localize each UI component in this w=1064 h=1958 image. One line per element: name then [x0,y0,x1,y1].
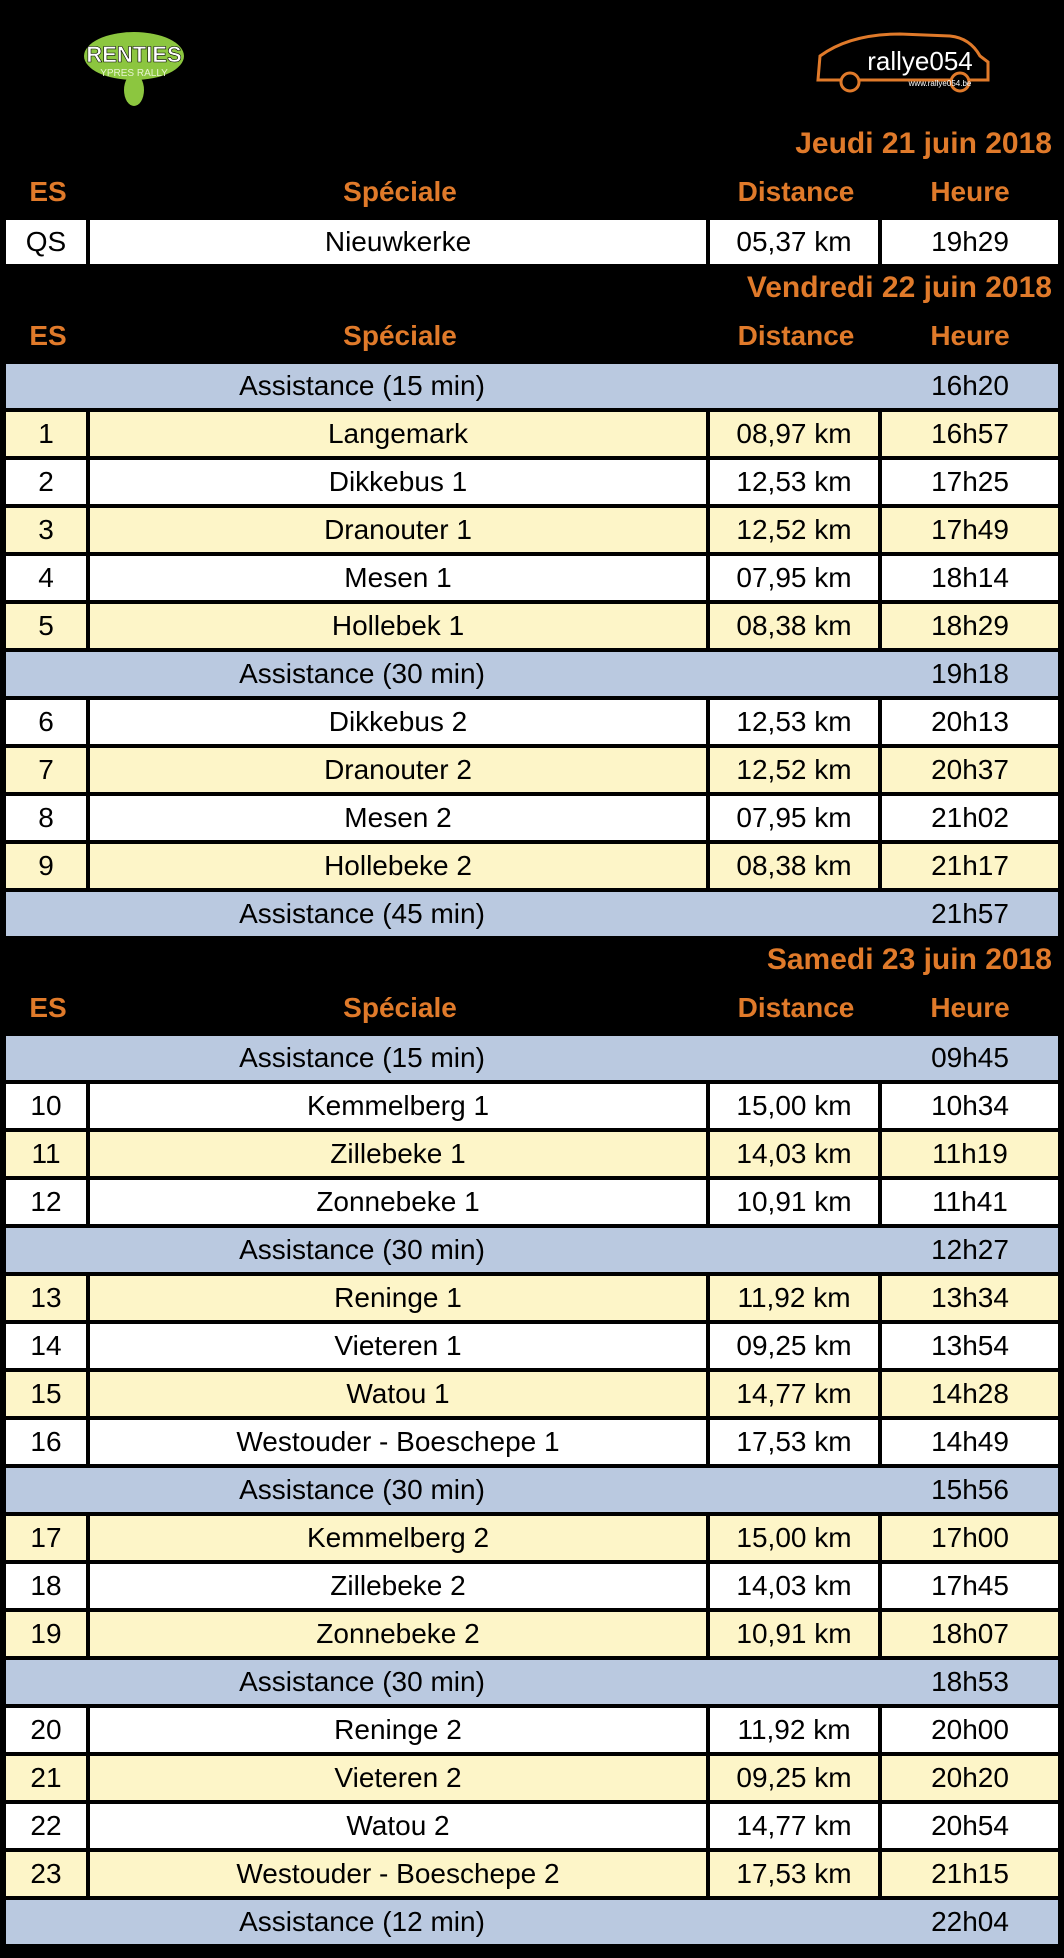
stage-distance: 07,95 km [710,556,882,600]
stage-time: 20h37 [882,748,1058,792]
assistance-row [6,1224,1058,1272]
stage-row [6,216,1058,264]
header-es: ES [6,168,90,216]
stage-name: Zillebeke 1 [90,1132,710,1176]
stage-row [6,1512,1058,1560]
stage-name: Watou 1 [90,1372,710,1416]
stage-distance: 14,03 km [710,1564,882,1608]
stage-name: Vieteren 2 [90,1756,710,1800]
stage-es-number: 16 [6,1420,90,1464]
stage-distance: 08,38 km [710,604,882,648]
assistance-row [6,888,1058,936]
assistance-label: Assistance (15 min) [6,364,882,408]
stage-es-number: 22 [6,1804,90,1848]
stage-es-number: 10 [6,1084,90,1128]
column-header-row [6,312,1058,360]
stage-time: 11h19 [882,1132,1058,1176]
stage-es-number: 8 [6,796,90,840]
assistance-label: Assistance (30 min) [6,1228,882,1272]
header-speciale: Spéciale [90,168,710,216]
stage-row [6,1752,1058,1800]
stage-es-number: 5 [6,604,90,648]
stage-row [6,1320,1058,1368]
stage-time: 18h14 [882,556,1058,600]
stage-name: Mesen 2 [90,796,710,840]
header-heure: Heure [882,168,1058,216]
stage-distance: 12,53 km [710,700,882,744]
stage-distance: 11,92 km [710,1708,882,1752]
stage-row [6,1704,1058,1752]
assistance-time: 09h45 [882,1036,1058,1080]
stage-es-number: 21 [6,1756,90,1800]
stage-distance: 12,52 km [710,748,882,792]
renties-logo-subtext: YPRES RALLY [100,68,168,79]
stage-row [6,1800,1058,1848]
stage-name: Hollebeke 2 [90,844,710,888]
assistance-row [6,1032,1058,1080]
stage-row [6,1176,1058,1224]
stage-distance: 15,00 km [710,1516,882,1560]
stage-es-number: 7 [6,748,90,792]
stage-es-number: 11 [6,1132,90,1176]
stage-distance: 17,53 km [710,1852,882,1896]
stage-name: Reninge 1 [90,1276,710,1320]
assistance-time: 22h04 [882,1900,1058,1944]
stage-time: 14h49 [882,1420,1058,1464]
header-distance: Distance [710,312,882,360]
stage-es-number: 14 [6,1324,90,1368]
stage-time: 10h34 [882,1084,1058,1128]
stage-es-number: 6 [6,700,90,744]
stage-es-number: 1 [6,412,90,456]
day-heading-row [6,264,1058,312]
stage-es-number: 17 [6,1516,90,1560]
stage-distance: 12,53 km [710,460,882,504]
stage-es-number: 4 [6,556,90,600]
stage-name: Zonnebeke 2 [90,1612,710,1656]
stage-distance: 05,37 km [710,220,882,264]
assistance-row [6,1656,1058,1704]
stage-es-number: 12 [6,1180,90,1224]
stage-name: Dikkebus 1 [90,460,710,504]
stage-name: Westouder - Boeschepe 2 [90,1852,710,1896]
stage-distance: 11,92 km [710,1276,882,1320]
stage-distance: 08,97 km [710,412,882,456]
stage-name: Dranouter 1 [90,508,710,552]
stage-row [6,504,1058,552]
header-distance: Distance [710,168,882,216]
stage-es-number: QS [6,220,90,264]
stage-name: Reninge 2 [90,1708,710,1752]
stage-time: 21h02 [882,796,1058,840]
stage-row [6,1608,1058,1656]
stage-distance: 15,00 km [710,1084,882,1128]
stage-row [6,792,1058,840]
stage-row [6,1416,1058,1464]
stage-name: Kemmelberg 1 [90,1084,710,1128]
stage-name: Dikkebus 2 [90,700,710,744]
assistance-time: 12h27 [882,1228,1058,1272]
assistance-time: 16h20 [882,364,1058,408]
day-heading-row [6,936,1058,984]
stage-time: 17h49 [882,508,1058,552]
assistance-label: Assistance (12 min) [6,1900,882,1944]
assistance-row [6,1464,1058,1512]
renties-logo [70,18,198,110]
stage-es-number: 9 [6,844,90,888]
stage-time: 20h00 [882,1708,1058,1752]
stage-time: 21h17 [882,844,1058,888]
header-es: ES [6,984,90,1032]
assistance-row [6,360,1058,408]
assistance-time: 15h56 [882,1468,1058,1512]
assistance-label: Assistance (30 min) [6,652,882,696]
stage-name: Vieteren 1 [90,1324,710,1368]
stage-time: 17h25 [882,460,1058,504]
column-header-row [6,984,1058,1032]
stage-row [6,840,1058,888]
stage-row [6,1368,1058,1416]
stage-time: 17h00 [882,1516,1058,1560]
stage-name: Langemark [90,412,710,456]
stage-row [6,1560,1058,1608]
stage-es-number: 23 [6,1852,90,1896]
stage-name: Zillebeke 2 [90,1564,710,1608]
stage-name: Kemmelberg 2 [90,1516,710,1560]
stage-time: 17h45 [882,1564,1058,1608]
rally-schedule [6,120,1058,1944]
stage-distance: 10,91 km [710,1180,882,1224]
day-title: Samedi 23 juin 2018 [766,943,1052,976]
rallye054-logo-text: rallye054 [867,46,973,76]
header-heure: Heure [882,984,1058,1032]
assistance-row [6,648,1058,696]
stage-es-number: 2 [6,460,90,504]
rallye054-logo [810,26,1010,96]
stage-row [6,1272,1058,1320]
stage-row [6,1080,1058,1128]
stage-name: Hollebek 1 [90,604,710,648]
stage-distance: 07,95 km [710,796,882,840]
stage-distance: 12,52 km [710,508,882,552]
stage-distance: 17,53 km [710,1420,882,1464]
header-speciale: Spéciale [90,984,710,1032]
stage-distance: 09,25 km [710,1324,882,1368]
stage-row [6,552,1058,600]
assistance-time: 19h18 [882,652,1058,696]
stage-name: Westouder - Boeschepe 1 [90,1420,710,1464]
stage-es-number: 3 [6,508,90,552]
header-es: ES [6,312,90,360]
stage-row [6,1128,1058,1176]
stage-row [6,696,1058,744]
rallye054-logo-url: www.rallye054.be [908,79,972,88]
header-speciale: Spéciale [90,312,710,360]
day-title: Jeudi 21 juin 2018 [795,127,1052,160]
stage-name: Nieuwkerke [90,220,710,264]
stage-time: 19h29 [882,220,1058,264]
stage-distance: 10,91 km [710,1612,882,1656]
stage-time: 21h15 [882,1852,1058,1896]
stage-distance: 08,38 km [710,844,882,888]
stage-es-number: 18 [6,1564,90,1608]
stage-time: 13h34 [882,1276,1058,1320]
assistance-label: Assistance (30 min) [6,1660,882,1704]
stage-time: 14h28 [882,1372,1058,1416]
stage-es-number: 20 [6,1708,90,1752]
stage-es-number: 15 [6,1372,90,1416]
header-distance: Distance [710,984,882,1032]
stage-es-number: 13 [6,1276,90,1320]
stage-time: 20h54 [882,1804,1058,1848]
stage-name: Mesen 1 [90,556,710,600]
stage-distance: 14,77 km [710,1372,882,1416]
column-header-row [6,168,1058,216]
stage-distance: 09,25 km [710,1756,882,1800]
stage-distance: 14,77 km [710,1804,882,1848]
stage-row [6,1848,1058,1896]
stage-time: 20h20 [882,1756,1058,1800]
header-heure: Heure [882,312,1058,360]
assistance-time: 21h57 [882,892,1058,936]
assistance-row [6,1896,1058,1944]
stage-time: 18h29 [882,604,1058,648]
stage-distance: 14,03 km [710,1132,882,1176]
stage-name: Watou 2 [90,1804,710,1848]
day-heading-row [6,120,1058,168]
stage-row [6,408,1058,456]
stage-row [6,600,1058,648]
stage-time: 11h41 [882,1180,1058,1224]
stage-name: Zonnebeke 1 [90,1180,710,1224]
stage-name: Dranouter 2 [90,748,710,792]
assistance-label: Assistance (45 min) [6,892,882,936]
stage-time: 16h57 [882,412,1058,456]
day-title: Vendredi 22 juin 2018 [746,271,1052,304]
assistance-label: Assistance (30 min) [6,1468,882,1512]
stage-row [6,456,1058,504]
stage-time: 18h07 [882,1612,1058,1656]
stage-es-number: 19 [6,1612,90,1656]
stage-row [6,744,1058,792]
assistance-time: 18h53 [882,1660,1058,1704]
assistance-label: Assistance (15 min) [6,1036,882,1080]
stage-time: 20h13 [882,700,1058,744]
renties-logo-text: RENTIES [86,42,182,67]
stage-time: 13h54 [882,1324,1058,1368]
